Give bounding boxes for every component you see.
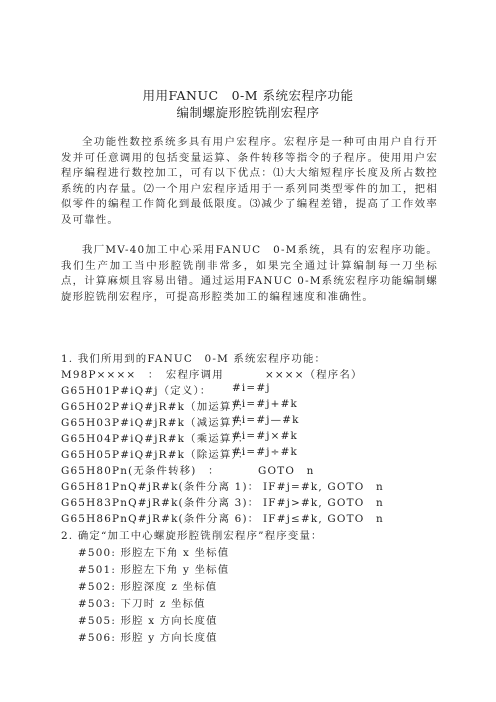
macro-meaning: #i=#j—#k <box>232 414 300 426</box>
section-1-heading: 1. 我们所用到的FANUC 0-M 系统宏程序功能： <box>61 353 327 365</box>
title-line-1: 用用FANUC 0-M 系统宏程序功能 <box>142 88 354 103</box>
macro-code: G65H86PnQ#jR#k(条件分离 6)： <box>61 513 260 525</box>
title-line-2: 编制螺旋形腔铣削宏程序 <box>176 105 320 120</box>
macro-meaning: IF#j≤#k, GOTO n <box>263 513 384 525</box>
macro-code: G65H80Pn(无条件转移) ： <box>61 465 220 477</box>
variable-definition: #501: 形腔左下角 y 坐标值 <box>78 564 230 576</box>
macro-code: G65H02P#iQ#jR#k（加运算）： <box>61 401 250 413</box>
macro-code: G65H01P#iQ#j（定义）： <box>61 385 212 397</box>
section-2-heading: 2. 确定“加工中心螺旋形腔铣削宏程序”程序变量： <box>61 530 323 542</box>
macro-meaning: #i=#j <box>232 382 271 394</box>
macro-meaning: IF#j>#k, GOTO n <box>263 497 384 509</box>
macro-code: G65H83PnQ#jR#k(条件分离 3)： <box>61 497 260 509</box>
macro-meaning: IF#j=#k, GOTO n <box>263 481 384 493</box>
macro-code: G65H05P#iQ#jR#k（除运算）： <box>61 449 250 461</box>
macro-code: G65H81PnQ#jR#k(条件分离 1)： <box>61 481 260 493</box>
macro-meaning: #i=#j÷#k <box>232 446 298 458</box>
variable-definition: #506: 形腔 y 方向长度值 <box>78 632 218 644</box>
variable-definition: #500: 形腔左下角 x 坐标值 <box>78 547 230 559</box>
macro-code: G65H04P#iQ#jR#k（乘运算）： <box>61 433 250 445</box>
macro-code: G65H03P#iQ#jR#k（减运算）： <box>61 417 250 429</box>
variable-definition: #502: 形腔深度 z 坐标值 <box>78 581 218 593</box>
macro-meaning: #i=#j+#k <box>232 398 298 410</box>
macro-meaning: GOTO n <box>258 465 315 477</box>
macro-meaning: ××××（程序名） <box>265 369 363 381</box>
macro-code: M98P×××× ： 宏程序调用 <box>61 369 224 381</box>
macro-meaning: #i=#j×#k <box>232 430 298 442</box>
background-paragraph: 我厂MV-40加工中心采用FANUC 0-M系统，具有的宏程序功能。我们生产加工当中形腔铣削非常多，如果完全通过计算编制每一刀坐标点，计算麻烦且容易出错。通过运用FANUC 0-M系统宏程序功能编制螺旋形腔铣削宏程序，可提高形腔类加工的编程速度和准确性。 <box>61 244 438 303</box>
variable-definition: #503: 下刀时 z 坐标值 <box>78 598 206 610</box>
intro-paragraph: 全功能性数控系统多具有用户宏程序。宏程序是一种可由用户自行开发并可任意调用的包括变量运算、条件转移等指令的子程序。使用用户宏程序编程进行数控加工，可有以下优点：⑴大大缩短程序长度及所占数控系统的内存量。⑵一个用户宏程序适用于一系列同类型零件的加工，把相似零件的编程工作简化到最低限度。⑶减少了编程差错，提高了工作效率及可靠性。 <box>61 136 438 226</box>
variable-definition: #505: 形腔 x 方向长度值 <box>78 615 218 627</box>
